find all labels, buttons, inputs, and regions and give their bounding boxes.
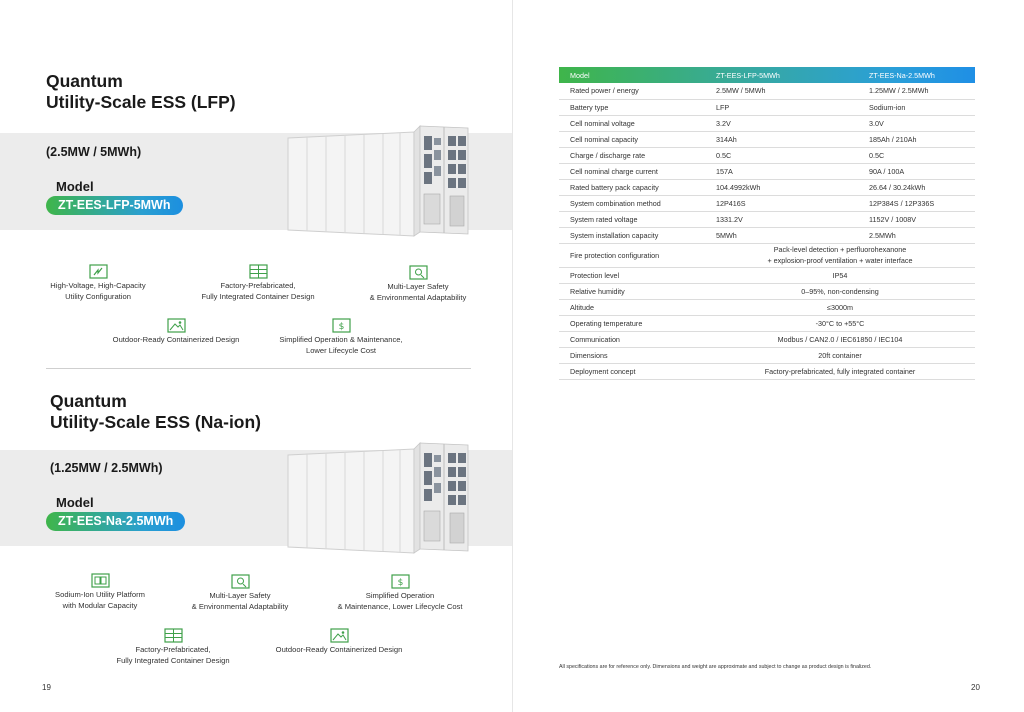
spec-label: Rated battery pack capacity xyxy=(559,179,705,195)
right-page xyxy=(513,0,1024,712)
spec-table-header xyxy=(559,67,975,83)
spec-value-shared: Factory-prefabricated, fully integrated container xyxy=(705,363,975,379)
spec-value-lfp: 3.2V xyxy=(705,115,858,131)
product1-title xyxy=(46,71,236,113)
table-row xyxy=(559,131,975,147)
product2-title xyxy=(50,391,261,433)
product2-feature-3-line1: Simplified Operation xyxy=(365,591,435,600)
spec-value-shared: 0–95%, non-condensing xyxy=(705,283,975,299)
table-row xyxy=(559,347,975,363)
page-number-left: 19 xyxy=(42,683,51,692)
table-row xyxy=(559,179,975,195)
spec-value-shared: ≤3000m xyxy=(705,299,975,315)
product1-feature-3-line1: Multi-Layer Safety xyxy=(387,282,449,291)
safety-shield-icon xyxy=(409,265,428,280)
product1-feature-3-line2: & Environmental Adaptability xyxy=(369,292,467,302)
sodium-ion-platform-icon xyxy=(91,573,110,588)
spec-value-shared: -30°C to +55°C xyxy=(705,315,975,331)
table-row xyxy=(559,283,975,299)
table-row xyxy=(559,115,975,131)
product2-model-label: Model xyxy=(56,495,94,510)
spec-value-na: 3.0V xyxy=(858,115,975,131)
spec-value-lfp: 5MWh xyxy=(705,227,858,243)
spec-value-shared: 20ft container xyxy=(705,347,975,363)
product1-feature-2-line1: Factory-Prefabricated, xyxy=(220,281,296,290)
table-row xyxy=(559,99,975,115)
table-row xyxy=(559,299,975,315)
spec-value-lfp: 314Ah xyxy=(705,131,858,147)
spec-label: Battery type xyxy=(559,99,705,115)
spec-value-lfp: 1331.2V xyxy=(705,211,858,227)
product2-feature-3-line2: & Maintenance, Lower Lifecycle Cost xyxy=(337,601,463,611)
product2-feature-5 xyxy=(254,628,424,656)
product1-feature-1-line1: High-Voltage, High-Capacity xyxy=(50,281,146,290)
prefabricated-container-icon xyxy=(164,628,183,643)
spec-value-lfp: LFP xyxy=(705,99,858,115)
safety-shield-icon xyxy=(231,574,250,589)
spec-label: Relative humidity xyxy=(559,283,705,299)
lfp-container-image xyxy=(282,124,482,240)
product1-feature-4-line1: Outdoor-Ready Containerized Design xyxy=(112,335,240,344)
maintenance-cost-icon xyxy=(332,318,351,333)
spec-label: System installation capacity xyxy=(559,227,705,243)
footnote: All specifications are for reference only. Dimensions and weight are approximate and subject to change as product design is finalized. xyxy=(559,664,872,670)
table-row xyxy=(559,267,975,283)
table-row xyxy=(559,331,975,347)
maintenance-cost-icon xyxy=(391,574,410,589)
spec-value-lfp: 104.4992kWh xyxy=(705,179,858,195)
table-row xyxy=(559,195,975,211)
spec-label: Cell nominal charge current xyxy=(559,163,705,179)
spec-label: Deployment concept xyxy=(559,363,705,379)
product2-feature-1-line2: with Modular Capacity xyxy=(62,600,138,610)
product2-feature-1-line1: Sodium-Ion Utility Platform xyxy=(55,590,145,599)
spec-value-na: 26.64 / 30.24kWh xyxy=(858,179,975,195)
product2-power: (1.25MW / 2.5MWh) xyxy=(50,461,163,475)
spec-value-lfp: 12P416S xyxy=(705,195,858,211)
spec-label: Altitude xyxy=(559,299,705,315)
product2-feature-3 xyxy=(315,574,485,612)
spec-label: Cell nominal voltage xyxy=(559,115,705,131)
product1-feature-3 xyxy=(333,265,503,303)
spec-table xyxy=(559,67,975,380)
spec-value-na: 90A / 100A xyxy=(858,163,975,179)
table-row xyxy=(559,147,975,163)
spec-label: Fire protection configuration xyxy=(559,243,705,267)
product2-feature-4-line1: Factory-Prefabricated, xyxy=(135,645,211,654)
product1-title-line1: Quantum xyxy=(46,71,123,91)
product2-title-line2: Utility-Scale ESS (Na-ion) xyxy=(50,412,262,432)
spec-value-na: Sodium-ion xyxy=(858,99,975,115)
prefabricated-container-icon xyxy=(249,264,268,279)
spec-label: System combination method xyxy=(559,195,705,211)
outdoor-landscape-icon xyxy=(167,318,186,333)
table-row xyxy=(559,315,975,331)
product1-feature-1-line2: Utility Configuration xyxy=(65,291,131,301)
table-row xyxy=(559,211,975,227)
product2-feature-5-line1: Outdoor-Ready Containerized Design xyxy=(275,645,403,654)
product2-feature-2-line2: & Environmental Adaptability xyxy=(191,601,289,611)
spec-header-cell: Model xyxy=(570,70,590,80)
product1-power: (2.5MW / 5MWh) xyxy=(46,145,142,159)
product1-feature-5-line2: Lower Lifecycle Cost xyxy=(305,345,377,355)
spec-value-na: 185Ah / 210Ah xyxy=(858,131,975,147)
outdoor-landscape-icon xyxy=(330,628,349,643)
spec-label: Operating temperature xyxy=(559,315,705,331)
product2-feature-2-line1: Multi-Layer Safety xyxy=(209,591,271,600)
spec-value-shared: Modbus / CAN2.0 / IEC61850 / IEC104 xyxy=(705,331,975,347)
spec-value-na: 0.5C xyxy=(858,147,975,163)
spec-value-lfp: 0.5C xyxy=(705,147,858,163)
spec-value-na: 1152V / 1008V xyxy=(858,211,975,227)
product2-feature-2 xyxy=(155,574,325,612)
spec-header-cell: ZT-EES-LFP-5MWh xyxy=(716,70,780,80)
product2-title-line1: Quantum xyxy=(50,391,127,411)
product2-feature-4-line2: Fully Integrated Container Design xyxy=(116,655,230,665)
spec-value-lfp: 2.5MW / 5MWh xyxy=(705,83,858,99)
product1-feature-2-line2: Fully Integrated Container Design xyxy=(201,291,315,301)
high-voltage-icon xyxy=(89,264,108,279)
section-divider xyxy=(46,368,471,369)
svg-text:$: $ xyxy=(338,322,344,332)
spec-value-na: 2.5MWh xyxy=(858,227,975,243)
product1-model-badge: ZT-EES-LFP-5MWh xyxy=(46,196,183,215)
table-row xyxy=(559,363,975,379)
spec-label: System rated voltage xyxy=(559,211,705,227)
product1-title-line2: Utility-Scale ESS (LFP) xyxy=(46,92,236,112)
spec-value-na: 12P384S / 12P336S xyxy=(858,195,975,211)
product2-model-badge: ZT-EES-Na-2.5MWh xyxy=(46,512,185,531)
fire-protection-line2: + explosion-proof ventilation + water interface xyxy=(767,256,913,265)
product1-feature-2 xyxy=(173,264,343,302)
spec-value-shared: IP54 xyxy=(705,267,975,283)
product1-feature-1 xyxy=(13,264,183,302)
spec-header-cell: ZT-EES-Na-2.5MWh xyxy=(869,70,935,80)
table-row xyxy=(559,243,975,267)
table-row xyxy=(559,163,975,179)
page-number-right: 20 xyxy=(971,683,980,692)
spec-label: Cell nominal capacity xyxy=(559,131,705,147)
fire-protection-line1: Pack-level detection + perfluorohexanone xyxy=(773,245,907,254)
na-ion-container-image xyxy=(282,441,482,557)
svg-text:$: $ xyxy=(397,578,403,588)
spec-label: Dimensions xyxy=(559,347,705,363)
product2-feature-4 xyxy=(88,628,258,666)
spec-value-na: 1.25MW / 2.5MWh xyxy=(858,83,975,99)
spec-label: Protection level xyxy=(559,267,705,283)
spec-value-lfp: 157A xyxy=(705,163,858,179)
spec-label: Charge / discharge rate xyxy=(559,147,705,163)
product1-feature-5-line1: Simplified Operation & Maintenance, xyxy=(279,335,403,344)
spec-label: Rated power / energy xyxy=(559,83,705,99)
table-row xyxy=(559,83,975,99)
spec-label: Communication xyxy=(559,331,705,347)
product1-feature-5 xyxy=(256,318,426,356)
product1-model-label: Model xyxy=(56,179,94,194)
product1-feature-4 xyxy=(91,318,261,346)
spec-value-shared xyxy=(705,243,975,267)
table-row xyxy=(559,227,975,243)
